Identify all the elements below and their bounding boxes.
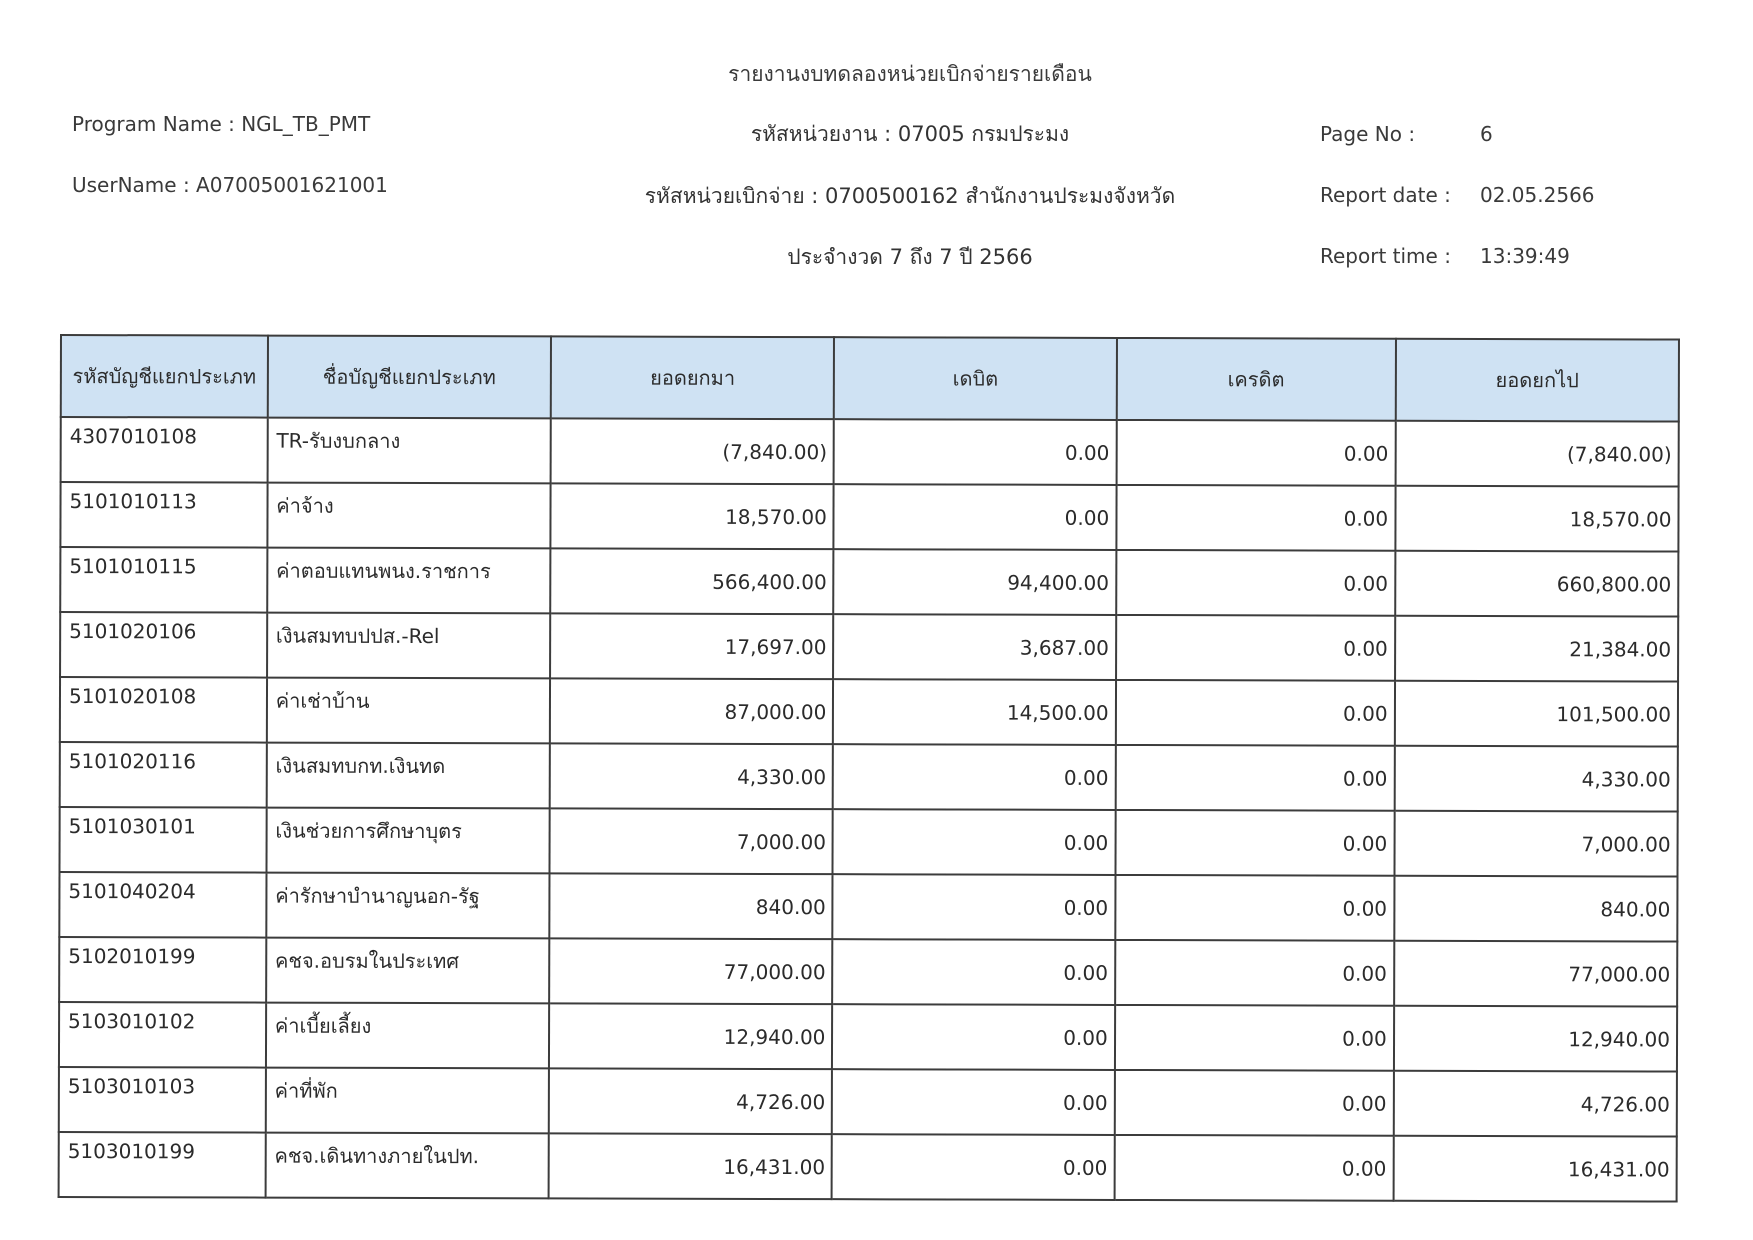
cell-brought-forward: 566,400.00 (550, 548, 833, 614)
table-row (60, 482, 1678, 552)
agency-line: รหัสหน่วยงาน : 07005 กรมประมง (750, 122, 1070, 146)
cell-account-name: ค่าเบี้ยเลี้ยง (266, 1003, 549, 1069)
table-row (60, 612, 1678, 682)
cell-brought-forward: 840.00 (549, 873, 832, 939)
cell-carried-forward: (7,840.00) (1395, 421, 1679, 487)
cell-account-name: ค่าเช่าบ้าน (267, 678, 550, 744)
cell-carried-forward: 4,726.00 (1393, 1071, 1677, 1137)
cell-debit: 0.00 (832, 1069, 1115, 1135)
cell-credit: 0.00 (1115, 940, 1394, 1006)
header-debit: เดบิต (834, 337, 1117, 420)
cell-account-name: คชจ.อบรมในประเทศ (266, 938, 549, 1004)
cell-credit: 0.00 (1115, 745, 1394, 811)
report-time-label: Report time : (1320, 244, 1451, 268)
cell-carried-forward: 101,500.00 (1395, 681, 1679, 747)
cell-carried-forward: 16,431.00 (1393, 1136, 1677, 1202)
cell-account-code: 5101020108 (60, 677, 267, 743)
report-date-label: Report date : (1320, 183, 1451, 207)
cell-account-code: 5101030101 (59, 807, 266, 873)
cell-account-name: ค่าจ้าง (267, 483, 550, 549)
cell-account-name: ค่าตอบแทนพนง.ราชการ (267, 548, 550, 614)
page-no-value: 6 (1480, 122, 1493, 146)
cell-debit: 0.00 (832, 1004, 1115, 1070)
cell-credit: 0.00 (1116, 485, 1395, 551)
cell-brought-forward: 12,940.00 (549, 1003, 832, 1069)
cell-carried-forward: 4,330.00 (1394, 746, 1678, 812)
cell-debit: 0.00 (832, 1134, 1115, 1200)
cell-account-code: 5103010103 (59, 1067, 266, 1133)
cell-brought-forward: 18,570.00 (550, 483, 833, 549)
cell-carried-forward: 840.00 (1394, 876, 1678, 942)
table-row (59, 807, 1677, 877)
cell-account-code: 5103010199 (59, 1132, 266, 1198)
cell-brought-forward: 4,726.00 (549, 1068, 832, 1134)
cell-account-name: เงินช่วยการศึกษาบุตร (266, 808, 549, 874)
cell-debit: 0.00 (834, 419, 1117, 485)
cell-account-name: TR-รับงบกลาง (267, 418, 550, 484)
cell-account-name: เงินสมทบกท.เงินทด (266, 743, 549, 809)
cell-credit: 0.00 (1114, 1070, 1393, 1136)
table-row (59, 937, 1677, 1007)
cell-account-code: 5101040204 (59, 872, 266, 938)
disbursing-unit-line: รหัสหน่วยเบิกจ่าย : 0700500162 สำนักงานประมงจังหวัด (644, 184, 1176, 208)
table-row (59, 1132, 1677, 1202)
cell-account-name: เงินสมทบปปส.-Rel (267, 613, 550, 679)
header-credit: เครดิต (1116, 338, 1395, 421)
cell-credit: 0.00 (1116, 615, 1395, 681)
table-row (60, 547, 1678, 617)
cell-credit: 0.00 (1116, 550, 1395, 616)
cell-account-code: 5101020106 (60, 612, 267, 678)
cell-debit: 0.00 (833, 744, 1116, 810)
report-time-value: 13:39:49 (1480, 244, 1570, 268)
cell-brought-forward: 77,000.00 (549, 938, 832, 1004)
cell-credit: 0.00 (1116, 680, 1395, 746)
page-no-label: Page No : (1320, 122, 1416, 146)
cell-brought-forward: 16,431.00 (549, 1133, 832, 1199)
cell-carried-forward: 660,800.00 (1395, 551, 1679, 617)
cell-debit: 0.00 (834, 484, 1117, 550)
header-carried-forward: ยอดยกไป (1395, 339, 1679, 422)
cell-account-code: 5103010102 (59, 1002, 266, 1068)
cell-account-name: ค่าที่พัก (266, 1068, 549, 1134)
cell-carried-forward: 21,384.00 (1395, 616, 1679, 682)
table-row (59, 1002, 1677, 1072)
cell-debit: 0.00 (833, 874, 1116, 940)
cell-debit: 3,687.00 (833, 614, 1116, 680)
header-account-name: ชื่อบัญชีแยกประเภท (268, 336, 552, 419)
cell-account-code: 4307010108 (61, 417, 268, 483)
cell-brought-forward: 7,000.00 (550, 808, 833, 874)
header-brought-forward: ยอดยกมา (551, 336, 835, 419)
cell-credit: 0.00 (1115, 1005, 1394, 1071)
cell-carried-forward: 12,940.00 (1394, 1006, 1678, 1072)
cell-carried-forward: 7,000.00 (1394, 811, 1678, 877)
cell-debit: 0.00 (833, 809, 1116, 875)
cell-account-code: 5102010199 (59, 937, 266, 1003)
cell-brought-forward: 87,000.00 (550, 678, 833, 744)
cell-account-name: ค่ารักษาบำนาญนอก-รัฐ (266, 873, 549, 939)
user-name: UserName : A07005001621001 (72, 173, 388, 197)
cell-carried-forward: 18,570.00 (1395, 486, 1679, 552)
table-row (59, 872, 1677, 942)
cell-carried-forward: 77,000.00 (1394, 941, 1678, 1007)
cell-debit: 0.00 (833, 939, 1116, 1005)
cell-credit: 0.00 (1115, 875, 1394, 941)
trial-balance-table (58, 334, 1680, 1203)
table-row (60, 677, 1678, 747)
cell-debit: 94,400.00 (834, 549, 1117, 615)
cell-credit: 0.00 (1114, 1135, 1393, 1201)
cell-brought-forward: 4,330.00 (550, 743, 833, 809)
header-account-code: รหัสบัญชีแยกประเภท (61, 335, 268, 418)
cell-account-name: คชจ.เดินทางภายในปท. (265, 1133, 548, 1199)
cell-account-code: 5101010115 (60, 547, 267, 613)
table-header-row (61, 335, 1679, 422)
report-date-value: 02.05.2566 (1480, 183, 1595, 207)
period-line: ประจำงวด 7 ถึง 7 ปี 2566 (787, 245, 1033, 269)
program-name: Program Name : NGL_TB_PMT (72, 112, 371, 136)
cell-credit: 0.00 (1115, 810, 1394, 876)
cell-brought-forward: (7,840.00) (551, 418, 834, 484)
table-row (60, 742, 1678, 812)
cell-brought-forward: 17,697.00 (550, 613, 833, 679)
table-row (59, 1067, 1677, 1137)
cell-credit: 0.00 (1116, 420, 1395, 486)
cell-account-code: 5101010113 (60, 482, 267, 548)
table-row (61, 417, 1679, 487)
cell-account-code: 5101020116 (60, 742, 267, 808)
cell-debit: 14,500.00 (833, 679, 1116, 745)
report-title: รายงานงบทดลองหน่วยเบิกจ่ายรายเดือน (728, 62, 1092, 86)
